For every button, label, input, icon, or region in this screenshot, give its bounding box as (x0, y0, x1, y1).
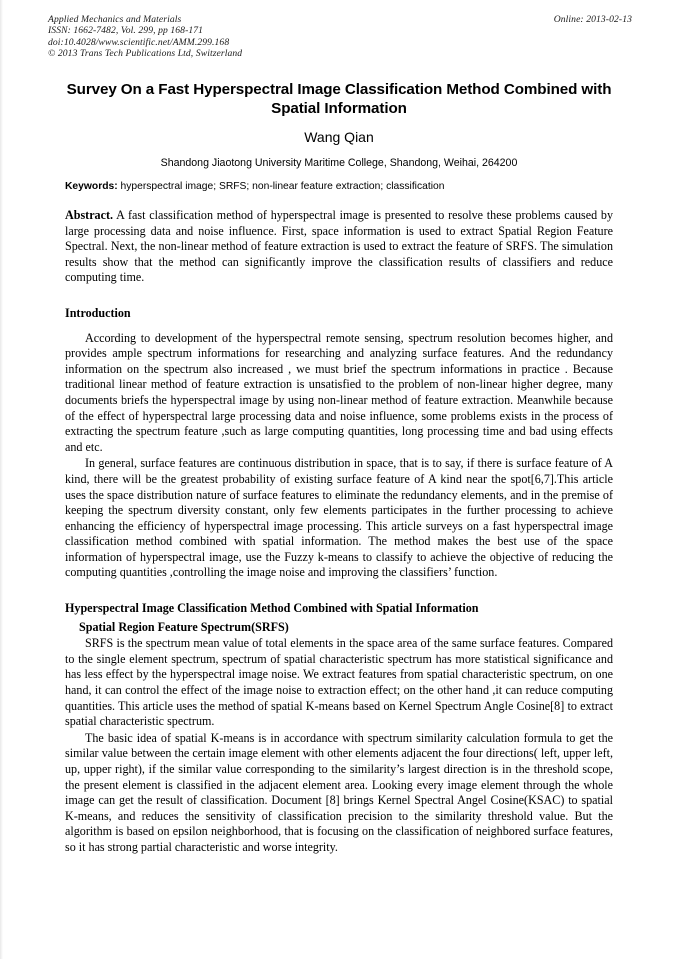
method-paragraph-1: SRFS is the spectrum mean value of total elements in the space area of the same surface features. Compared to the single element spectrum, spectrum of spatial characteristic spectrum has more statistical significance and has less effect by the hyperspectral image noise. We extract features from spatial characteristic spectrum, on one hand, it can control the effect of the image noise to extraction effect; on the other hand ,it can reduce computing quantities. This article uses the method of spatial K-means based on Kernel Spectrum Angle Cosine[8] to extract spatial characteristic spectrum. (65, 636, 613, 729)
journal-name: Applied Mechanics and Materials (48, 14, 182, 25)
introduction-paragraph-1: According to development of the hyperspectral remote sensing, spectrum resolution becomes higher, and provides ample spectrum informations for researching and analyzing surface features. And the redundancy information on the spectrum also increased , we must brief the spectrum informations in practice . Because traditional linear method of feature extraction is unsatisfied to the problem of non-linear higher degree, many documents briefs the hyperspectral image by using non-linear method of feature extraction. Meanwhile because of the effect of hyperspectral large processing data and noise influence, some problems exists in the process of extracting the spectrum feature ,such as large computing quantities, long processing time and bad using effects and etc. (65, 330, 613, 454)
page-title: Survey On a Fast Hyperspectral Image Classification Method Combined with Spatial Information (66, 81, 612, 117)
journal-doi: doi:10.4028/www.scientific.net/AMM.299.168 (48, 36, 230, 48)
method-paragraph-2: The basic idea of spatial K-means is in accordance with spectrum similarity calculation formula to get the similar value between the certain image element with other elements adjacent the four directions( left, upper left, up, upper right), if the similar value corresponding to the similarity’s largest direction is in the threshold scope, the present element is classified in the adjacent element area. Looking every image element through the whole image can get the result of classification. Document [8] brings Kernel Spectral Angel Cosine(KSAC) to spatial K-means, and reduces the sensitivity of classification precision to the similarity threshold value. But the algorithm is based on epsilon neighborhood, that is focusing on the classification of neighbored surface features, so it has strong partial characteristic and worse integrity. (65, 730, 613, 854)
section-heading-introduction: Introduction (65, 305, 131, 320)
keywords-line (65, 180, 613, 193)
journal-identification-block (48, 14, 242, 60)
body-column (65, 180, 613, 856)
journal-copyright: © 2013 Trans Tech Publications Ltd, Switzerland (48, 48, 243, 60)
spacer (65, 322, 613, 331)
author-name: Wang Qian (304, 129, 374, 145)
abstract-block (65, 208, 613, 286)
abstract-label: Abstract. (65, 208, 114, 222)
title-block (62, 80, 616, 170)
section-heading-method: Hyperspectral Image Classification Method Combined with Spatial Information (65, 601, 479, 616)
keywords-text: hyperspectral image; SRFS; non-linear feature extraction; classification (117, 181, 445, 192)
keywords-label: Keywords: (65, 181, 118, 192)
introduction-paragraph-2: In general, surface features are continuous distribution in space, that is to say, if there is surface feature of A kind, there will be the greatest probability of existing surface feature of A kind near the spot[6,7].This article uses the space distribution nature of surface features to eliminate the redundancy elements, and in the premise of keeping the spectrum diversity constant, only few elements participates in the further processing to achieve enhancing the efficiency of hyperspectral image processing. This article surveys on a fast hyperspectral image classification method combined with spatial information. The method makes the best use of the space information of hyperspectral image, use the Fuzzy k-means to classify to achieve the objective of reducing the computing quantities ,controlling the image noise and improving the classifiers’ function. (65, 456, 613, 580)
journal-issn-volume: ISSN: 1662-7482, Vol. 299, pp 168-171 (48, 25, 204, 37)
abstract-text: A fast classification method of hyperspectral image is presented to resolve these problems caused by large processing data and noise influence. First, space information is used to extract Spatial Region Feature Spectral. Next, the non-linear method of feature extraction is used to extract the feature of SRFS. The simulation results show that the method can significantly improve the classification results of classifiers and reduce computing time. (65, 208, 613, 285)
page-edge-shadow (0, 0, 3, 959)
subsection-heading-srfs: Spatial Region Feature Spectrum(SRFS) (79, 619, 289, 634)
journal-running-header (48, 14, 632, 68)
online-publication-date: Online: 2013-02-13 (553, 14, 632, 25)
author-affiliation: Shandong Jiaotong University Maritime College, Shandong, Weihai, 264200 (160, 157, 518, 169)
